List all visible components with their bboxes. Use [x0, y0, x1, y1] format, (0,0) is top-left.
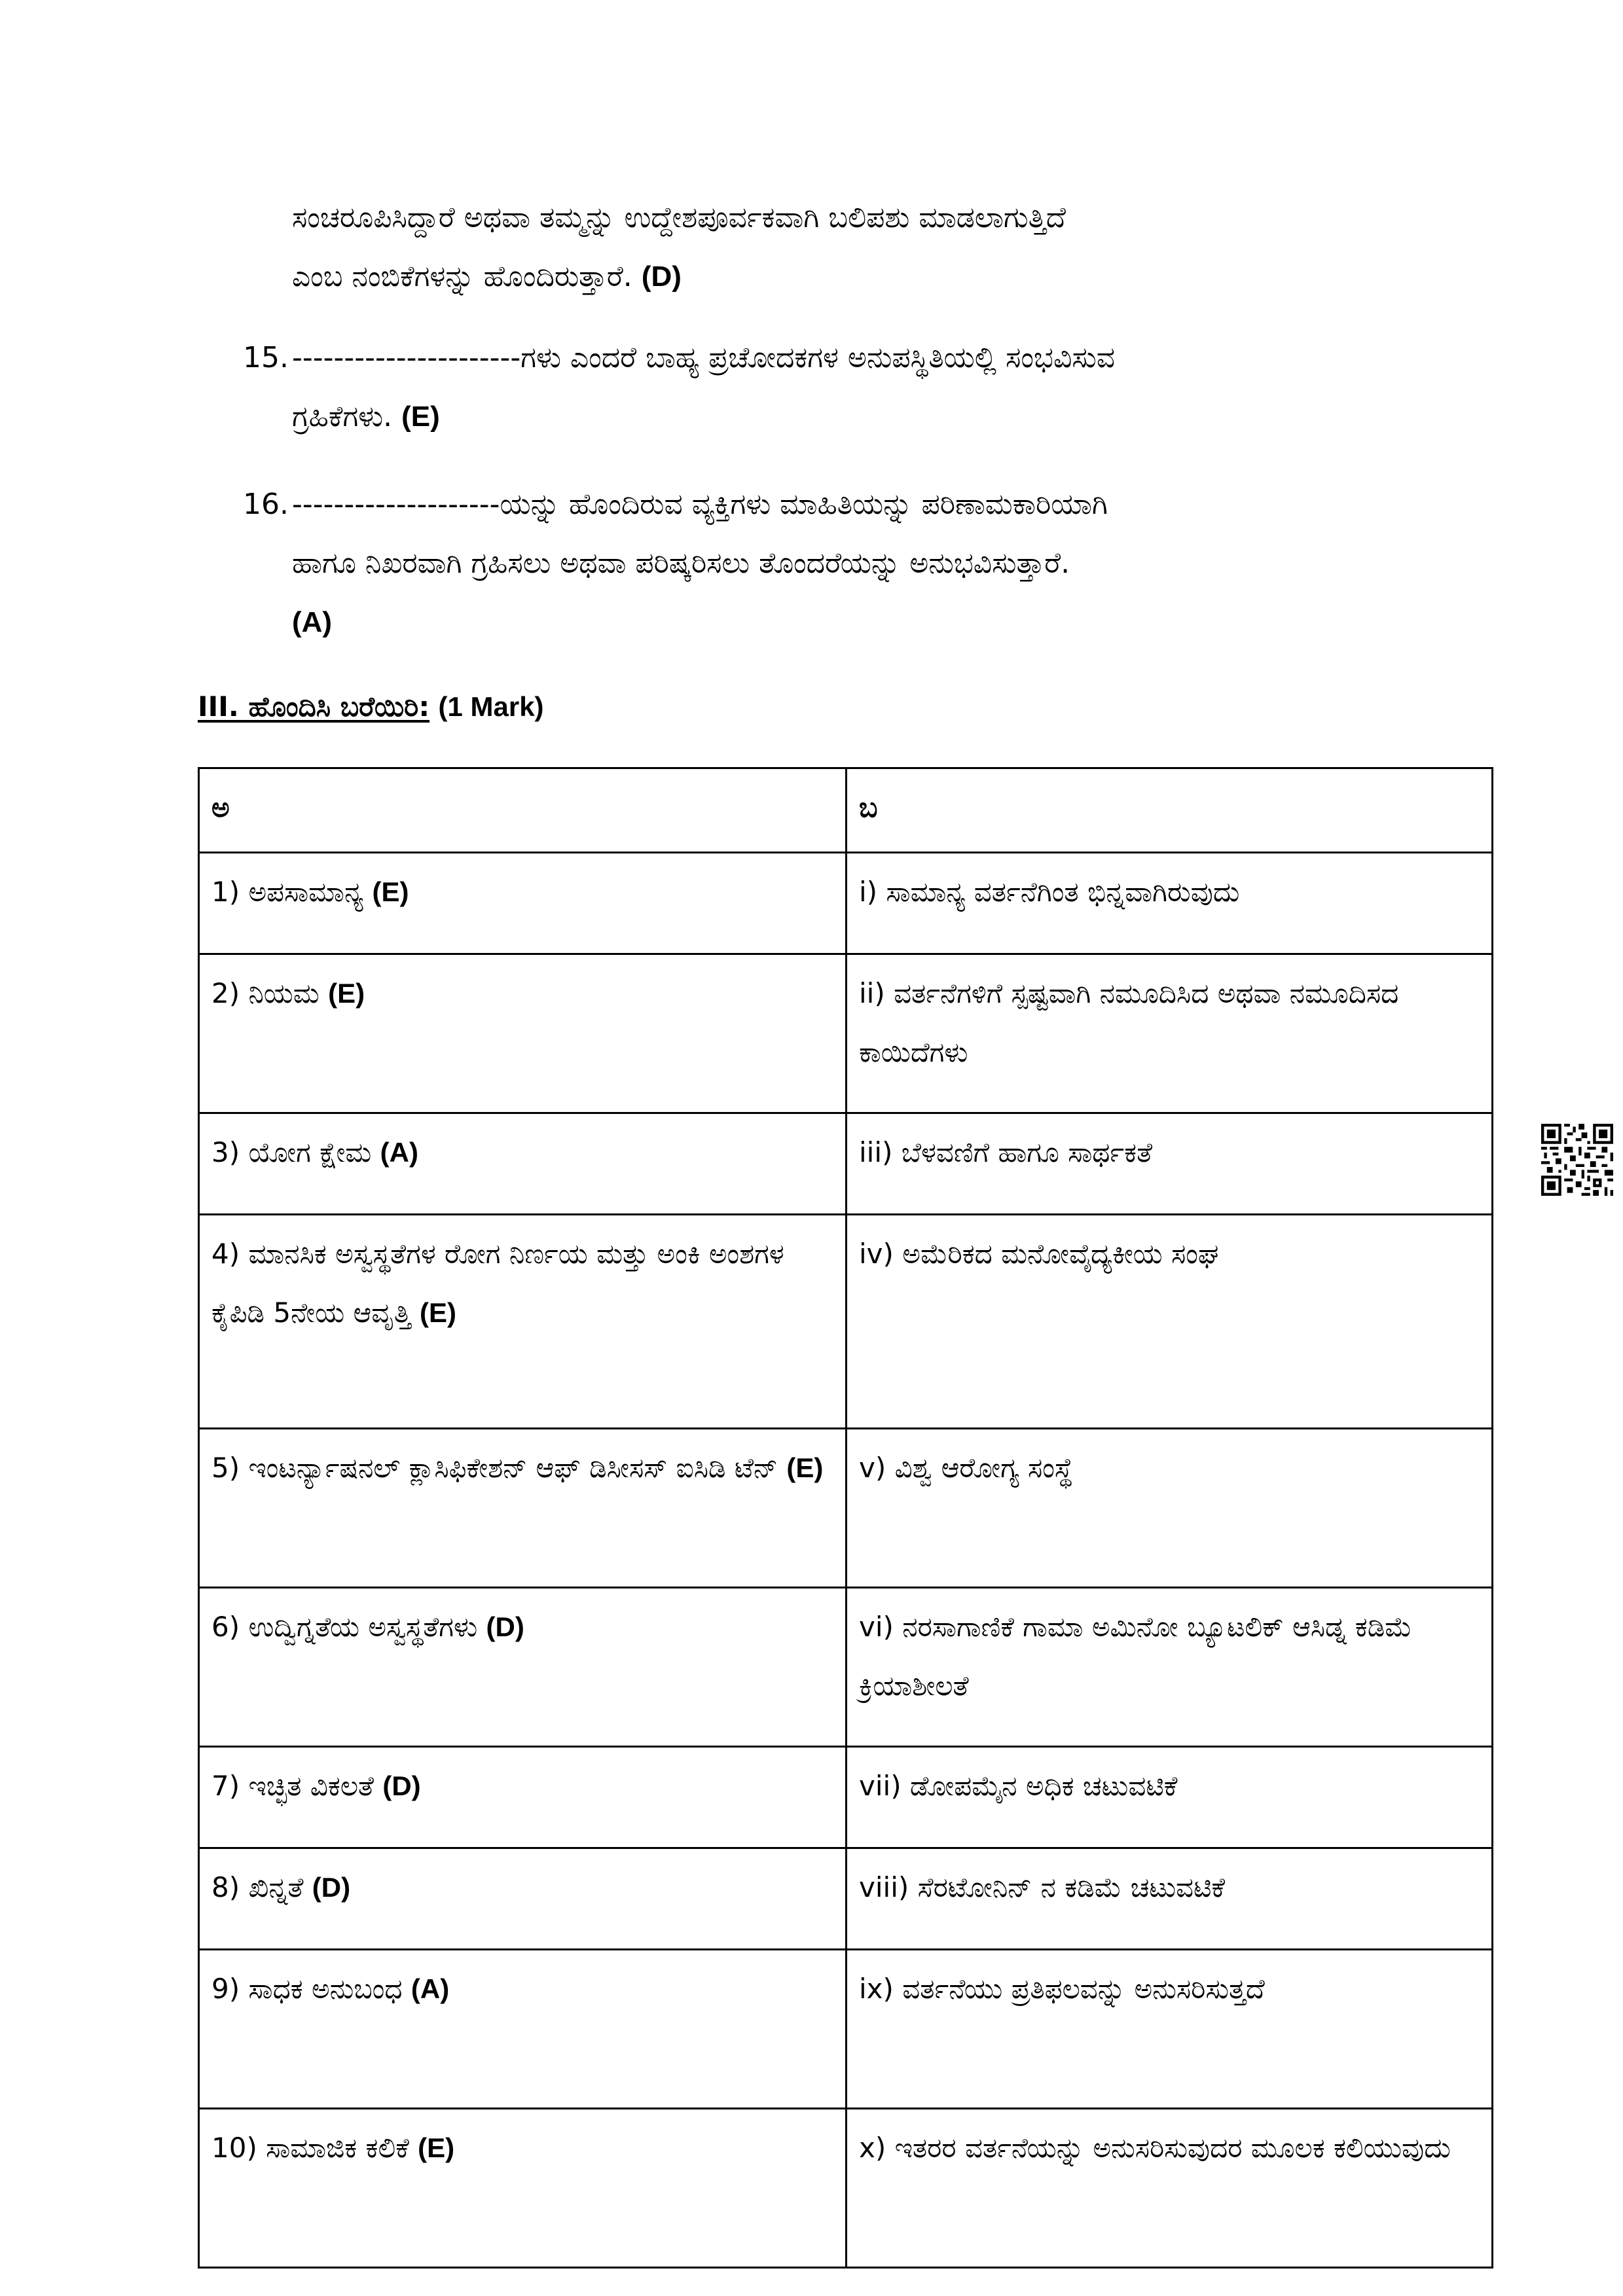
- table-row: [199, 1215, 1493, 1429]
- column-b-header: [847, 768, 1493, 853]
- column-b-text: i) ಸಾಮಾನ್ಯ ವರ್ತನೆಗಿಂತ ಭಿನ್ನವಾಗಿರುವುದು: [859, 876, 1240, 908]
- column-a-answer-tag: (D): [486, 1611, 524, 1642]
- question-16-line-2: ಹಾಗೂ ನಿಖರವಾಗಿ ಗ್ರಹಿಸಲು ಅಥವಾ ಪರಿಷ್ಕರಿಸಲು ತೊಂದರೆಯನ್ನು ಅನುಭವಿಸುತ್ತಾರೆ.: [292, 547, 1070, 580]
- column-b-cell: [847, 1747, 1493, 1848]
- column-a-cell: [199, 853, 847, 954]
- column-a-cell: [199, 1588, 847, 1747]
- question-15-number: 15.: [243, 341, 289, 374]
- table-row: [199, 1950, 1493, 2109]
- column-a-text: 2) ನಿಯಮ: [211, 977, 319, 1009]
- column-a-cell: [199, 1113, 847, 1215]
- table-row: [199, 954, 1493, 1113]
- column-b-text: x) ಇತರರ ವರ್ತನೆಯನ್ನು ಅನುಸರಿಸುವುದರ ಮೂಲಕ ಕಲಿಯುವುದು: [859, 2132, 1451, 2164]
- question-15-line-1: ----------------------ಗಳು ಎಂದರೆ ಬಾಹ್ಯ ಪ್ರಚೋದಕಗಳ ಅನುಪಸ್ಥಿತಿಯಲ್ಲಿ ಸಂಭವಿಸುವ: [292, 341, 1115, 374]
- column-a-text: 10) ಸಾಮಾಜಿಕ ಕಲಿಕೆ: [211, 2132, 409, 2164]
- question-16-line-1: --------------------ಯನ್ನು ಹೊಂದಿರುವ ವ್ಯಕ್ತಿಗಳು ಮಾಹಿತಿಯನ್ನು ಪರಿಣಾಮಕಾರಿಯಾಗಿ: [292, 488, 1108, 521]
- question-16-number: 16.: [243, 488, 289, 521]
- column-a-text: 5) ಇಂಟರ್ನ್ಯಾಷನಲ್ ಕ್ಲಾಸಿಫಿಕೇಶನ್ ಆಫ್ ಡಿಸೀಸಸ್ ಐಸಿಡಿ ಟೆನ್: [211, 1452, 778, 1484]
- table-row: [199, 1429, 1493, 1588]
- column-a-text: 4) ಮಾನಸಿಕ ಅಸ್ವಸ್ಥತೆಗಳ ರೋಗ ನಿರ್ಣಯ ಮತ್ತು ಅಂಕಿ ಅಂಶಗಳ ಕೈಪಿಡಿ 5ನೇಯ ಆವೃತ್ತಿ: [211, 1238, 784, 1329]
- column-b-text: iv) ಅಮೆರಿಕದ ಮನೋವೈದ್ಯಕೀಯ ಸಂಘ: [859, 1238, 1219, 1270]
- column-a-answer-tag: (A): [380, 1137, 418, 1168]
- question-15-answer-tag: (E): [401, 401, 440, 433]
- column-b-cell: [847, 1215, 1493, 1429]
- column-b-cell: [847, 1588, 1493, 1747]
- column-b-text: ii) ವರ್ತನೆಗಳಿಗೆ ಸ್ಪಷ್ಟವಾಗಿ ನಮೂದಿಸಿದ ಅಥವಾ ನಮೂದಿಸದ ಕಾಯಿದೆಗಳು: [859, 977, 1399, 1068]
- column-a-answer-tag: (E): [372, 876, 409, 907]
- column-b-cell: [847, 954, 1493, 1113]
- match-table: [198, 767, 1493, 2269]
- column-b-text: ix) ವರ್ತನೆಯು ಪ್ರತಿಫಲವನ್ನು ಅನುಸರಿಸುತ್ತದೆ: [859, 1973, 1265, 2005]
- column-b-cell: [847, 1950, 1493, 2109]
- table-header-row: [199, 768, 1493, 853]
- column-a-text: 6) ಉದ್ವಿಗ್ನತೆಯ ಅಸ್ವಸ್ಥತೆಗಳು: [211, 1611, 478, 1643]
- question-15-line-2: ಗ್ರಹಿಕೆಗಳು.: [292, 400, 393, 433]
- column-b-cell: [847, 1113, 1493, 1215]
- column-b-text: v) ವಿಶ್ವ ಆರೋಗ್ಯ ಸಂಸ್ಥೆ: [859, 1452, 1074, 1484]
- column-b-cell: [847, 2109, 1493, 2268]
- column-a-text: 3) ಯೋಗ ಕ್ಷೇಮ: [211, 1136, 372, 1168]
- column-a-answer-tag: (D): [382, 1770, 421, 1801]
- continuation-answer-tag: (D): [641, 260, 682, 293]
- column-b-text: vii) ಡೋಪಮೈನ ಅಧಿಕ ಚಟುವಟಿಕೆ: [859, 1770, 1178, 1802]
- question-15: [243, 329, 1115, 446]
- column-a-text: 8) ಖಿನ್ನತೆ: [211, 1871, 304, 1903]
- column-a-cell: [199, 1848, 847, 1950]
- column-a-answer-tag: (A): [410, 1973, 450, 2004]
- column-a-header: [199, 768, 847, 853]
- column-b-cell: [847, 853, 1493, 954]
- column-a-cell: [199, 1950, 847, 2109]
- section-marks: (1 Mark): [438, 691, 544, 722]
- continuation-line-1: ಸಂಚರೂಪಿಸಿದ್ದಾರೆ ಅಥವಾ ತಮ್ಮನ್ನು ಉದ್ದೇಶಪೂರ್ವಕವಾಗಿ ಬಲಿಪಶು ಮಾಡಲಾಗುತ್ತಿದೆ: [292, 201, 1066, 234]
- column-a-cell: [199, 2109, 847, 2268]
- section-heading: [198, 681, 544, 733]
- column-a-text: 1) ಅಪಸಾಮಾನ್ಯ: [211, 876, 364, 908]
- table-row: [199, 1848, 1493, 1950]
- column-b-cell: [847, 1848, 1493, 1950]
- column-a-cell: [199, 954, 847, 1113]
- column-a-answer-tag: (D): [312, 1872, 351, 1903]
- table-row: [199, 853, 1493, 954]
- question-16: [243, 475, 1108, 652]
- column-b-text: vi) ನರಸಾಗಾಣಿಕೆ ಗಾಮಾ ಅಮಿನೋ ಬ್ಯೂಟಲಿಕ್ ಆಸಿಡ್ನ ಕಡಿಮೆ ಕ್ರಿಯಾಶೀಲತೆ: [859, 1611, 1412, 1702]
- section-title: III. ಹೊಂದಿಸಿ ಬರೆಯಿರಿ:: [198, 691, 430, 723]
- column-a-answer-tag: (E): [328, 978, 365, 1009]
- column-a-text: 9) ಸಾಧಕ ಅನುಬಂಧ: [211, 1973, 403, 2005]
- column-a-cell: [199, 1429, 847, 1588]
- column-a-cell: [199, 1747, 847, 1848]
- column-b-text: iii) ಬೆಳವಣಿಗೆ ಹಾಗೂ ಸಾರ್ಥಕತೆ: [859, 1136, 1153, 1168]
- continuation-line-2: ಎಂಬ ನಂಬಿಕೆಗಳನ್ನು ಹೊಂದಿರುತ್ತಾರೆ.: [292, 260, 632, 293]
- table-row: [199, 1747, 1493, 1848]
- question-16-answer-tag: (A): [292, 606, 333, 638]
- column-b-cell: [847, 1429, 1493, 1588]
- column-a-text: 7) ಇಚ್ಛಿತ ವಿಕಲತೆ: [211, 1770, 374, 1802]
- column-b-header-text: ಬ: [859, 792, 878, 823]
- table-row: [199, 1588, 1493, 1747]
- column-a-answer-tag: (E): [420, 1297, 457, 1328]
- question-14-continuation: [292, 188, 1066, 306]
- column-a-cell: [199, 1215, 847, 1429]
- column-a-header-text: ಅ: [211, 792, 230, 823]
- qr-code-icon: [1541, 1124, 1613, 1196]
- column-b-text: viii) ಸೆರಟೋನಿನ್ ನ ಕಡಿಮೆ ಚಟುವಟಿಕೆ: [859, 1871, 1226, 1903]
- table-row: [199, 2109, 1493, 2268]
- table-row: [199, 1113, 1493, 1215]
- column-a-answer-tag: (E): [418, 2132, 455, 2163]
- column-a-answer-tag: (E): [786, 1452, 824, 1483]
